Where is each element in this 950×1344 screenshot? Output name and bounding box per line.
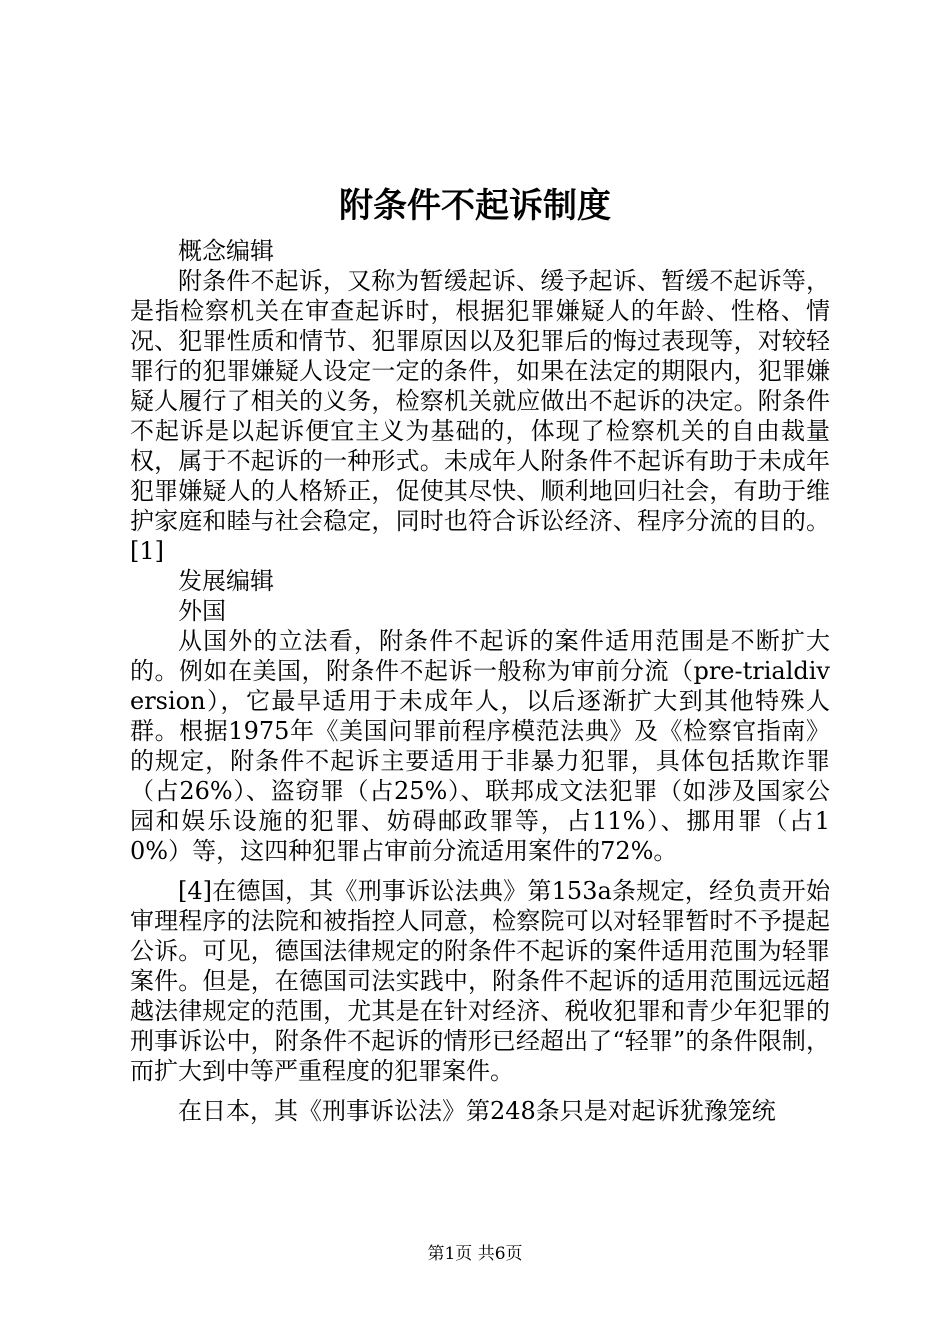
document-body <box>130 236 830 1126</box>
page-footer: 第1页 共6页 <box>427 1244 523 1264</box>
paragraph-germany: [4]在德国，其《刑事诉讼法典》第153a条规定，经负责开始审理程序的法院和被指控人同意，检察院可以对轻罪暂时不予提起公诉。可见，德国法律规定的附条件不起诉的案件适用范围为轻罪案件。但是，在德国司法实践中，附条件不起诉的适用范围远远超越法律规定的范围，尤其是在针对经济、税收犯罪和青少年犯罪的刑事诉讼中，附条件不起诉的情形已经超出了“轻罪”的条件限制，而扩大到中等严重程度的犯罪案件。 <box>130 877 830 1085</box>
section-heading-development: 发展编辑 <box>178 567 274 595</box>
subheading-foreign: 外国 <box>178 597 226 625</box>
paragraph-definition: 附条件不起诉，又称为暂缓起诉、缓予起诉、暂缓不起诉等，是指检察机关在审查起诉时，根据犯罪嫌疑人的年龄、性格、情况、犯罪性质和情节、犯罪原因以及犯罪后的悔过表现等，对较轻罪行的犯罪嫌疑人设定一定的条件，如果在法定的期限内，犯罪嫌疑人履行了相关的义务，检察机关就应做出不起诉的决定。附条件不起诉是以起诉便宜主义为基础的，体现了检察机关的自由裁量权，属于不起诉的一种形式。未成年人附条件不起诉有助于未成年犯罪嫌疑人的人格矫正，促使其尽快、顺利地回归社会，有助于维护家庭和睦与社会稳定，同时也符合诉讼经济、程序分流的目的。[1] <box>130 267 830 565</box>
section-heading-concept: 概念编辑 <box>178 237 274 265</box>
paragraph-japan: 在日本，其《刑事诉讼法》第248条只是对起诉犹豫笼统 <box>178 1097 776 1125</box>
paragraph-usa: 从国外的立法看，附条件不起诉的案件适用范围是不断扩大的。例如在美国，附条件不起诉一般称为审前分流（pre-trialdiversion），它最早适用于未成年人，以后逐渐扩大到其他特殊人群。根据1975年《美国问罪前程序模范法典》及《检察官指南》的规定，附条件不起诉主要适用于非暴力犯罪，具体包括欺诈罪（占26%）、盗窃罪（占25%）、联邦成文法犯罪（如涉及国家公园和娱乐设施的犯罪、妨碍邮政罪等，占11%）、挪用罪（占10%）等，这四种犯罪占审前分流适用案件的72%。 <box>130 627 830 865</box>
document-title: 附条件不起诉制度 <box>339 186 611 226</box>
